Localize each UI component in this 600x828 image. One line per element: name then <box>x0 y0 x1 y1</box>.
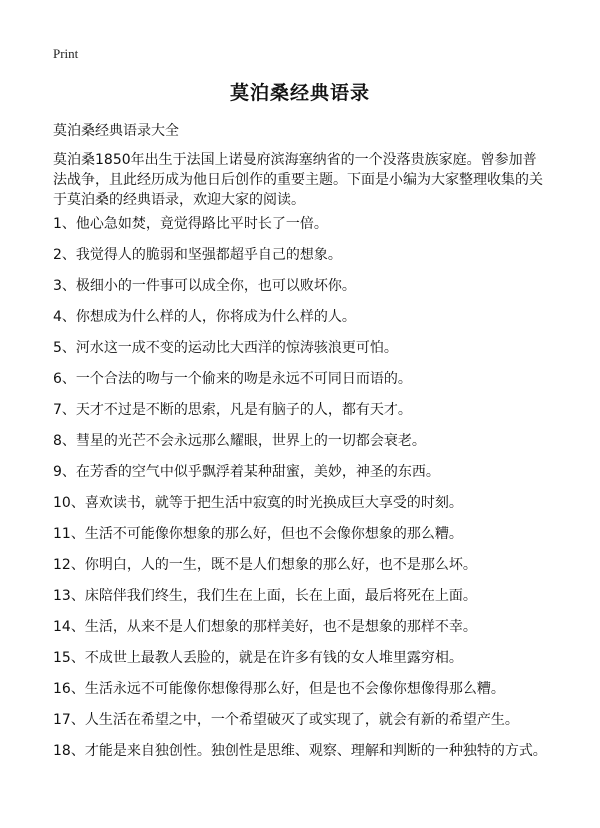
quote-list <box>53 214 573 772</box>
quote-item: 15、不成世上最教人丢脸的，就是在许多有钱的女人堆里露穷相。 <box>53 650 463 666</box>
quote-item: 2、我觉得人的脆弱和坚强都超乎自己的想象。 <box>53 247 342 263</box>
quote-item: 13、床陪伴我们终生，我们生在上面，长在上面，最后将死在上面。 <box>53 588 477 604</box>
quote-item: 9、在芳香的空气中似乎飘浮着某种甜蜜，美妙，神圣的东西。 <box>53 464 440 480</box>
quote-item: 7、天才不过是不断的思索，凡是有脑子的人，都有天才。 <box>53 402 412 418</box>
intro-paragraph: 莫泊桑1850年出生于法国上诺曼府滨海塞纳省的一个没落贵族家庭。曾参加普法战争，且此经历成为他日后创作的重要主题。下面是小编为大家整理收集的关于莫泊桑的经典语录，欢迎大家的阅读。 <box>53 152 543 208</box>
quote-item: 16、生活永远不可能像你想像得那么好，但是也不会像你想像得那么糟。 <box>53 681 505 697</box>
quote-item: 18、才能是来自独创性。独创性是思维、观察、理解和判断的一种独特的方式。 <box>53 743 547 759</box>
quote-item: 1、他心急如焚，竟觉得路比平时长了一倍。 <box>53 216 328 232</box>
quote-item: 14、生活，从来不是人们想象的那样美好，也不是想象的那样不幸。 <box>53 619 477 635</box>
quote-item: 4、你想成为什么样的人，你将成为什么样的人。 <box>53 309 356 325</box>
print-link[interactable]: Print <box>53 46 79 61</box>
quote-item: 12、你明白，人的一生，既不是人们想象的那么好，也不是那么坏。 <box>53 557 477 573</box>
quote-item: 6、一个合法的吻与一个偷来的吻是永远不可同日而语的。 <box>53 371 412 387</box>
page-title: 莫泊桑经典语录 <box>229 82 370 104</box>
subtitle: 莫泊桑经典语录大全 <box>53 123 179 139</box>
quote-item: 5、河水这一成不变的运动比大西洋的惊涛骇浪更可怕。 <box>53 340 398 356</box>
quote-item: 3、极细小的一件事可以成全你，也可以败坏你。 <box>53 278 356 294</box>
quote-item: 8、彗星的光芒不会永远那么耀眼，世界上的一切都会衰老。 <box>53 433 426 449</box>
quote-item: 17、人生活在希望之中，一个希望破灭了或实现了，就会有新的希望产生。 <box>53 712 519 728</box>
quote-item: 10、喜欢读书，就等于把生活中寂寞的时光换成巨大享受的时刻。 <box>53 495 463 511</box>
quote-item: 11、生活不可能像你想象的那么好，但也不会像你想象的那么糟。 <box>53 526 463 542</box>
